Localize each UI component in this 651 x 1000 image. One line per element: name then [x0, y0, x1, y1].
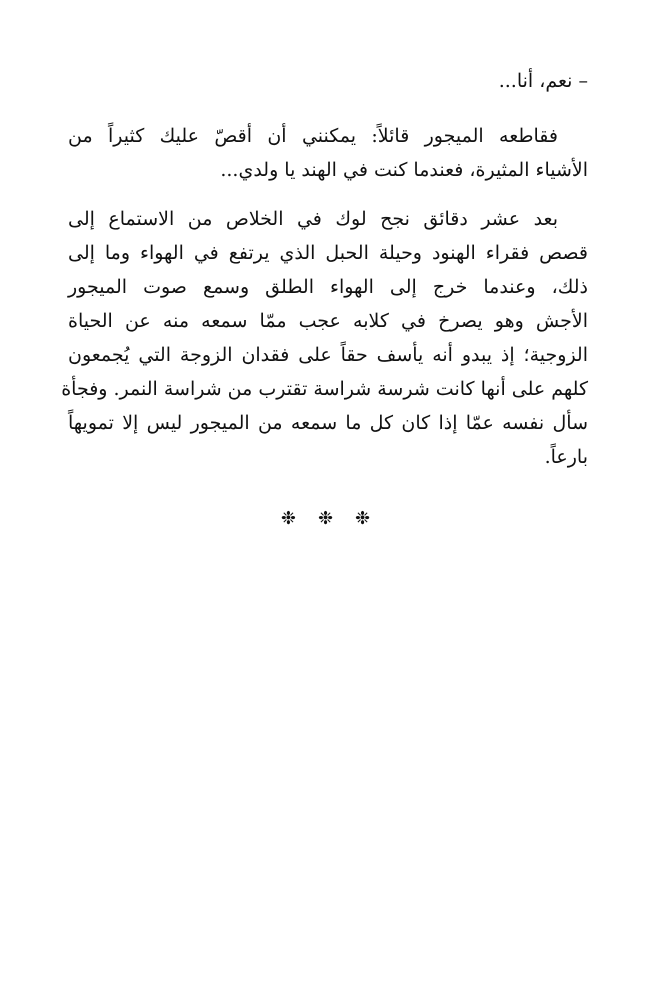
paragraph-2-line-3: ذلك، وعندما خرج إلى الهواء الطلق وسمع صوت الميجور: [68, 276, 588, 298]
section-separator: ❉❉❉: [280, 508, 393, 529]
paragraph-1-line-2: الأشياء المثيرة، فعندما كنت في الهند يا ولدي...: [220, 159, 588, 181]
paragraph-1-line-1: فقاطعه الميجور قائلاً: يمكنني أن أقصّ عليك كثيراً من: [68, 125, 558, 147]
paragraph-2: [61, 202, 588, 474]
paragraph-2-line-2: قصص فقراء الهنود وحيلة الحبل الذي يرتفع في الهواء وما إلى: [68, 242, 588, 264]
paragraph-1: [68, 119, 588, 187]
paragraph-2-line-7: سأل نفسه عمّا إذا كان كل ما سمعه من الميجور ليس إلا تمويهاً: [68, 412, 588, 434]
paragraph-2-line-6: كلهم على أنها كانت شرسة شراسة تقترب من شراسة النمر. وفجأة: [61, 378, 588, 400]
dialogue-text: – نعم، أنا...: [498, 70, 588, 92]
paragraph-2-line-4: الأجش وهو يصرخ في كلابه عجب ممّا سمعه منه عن الحياة: [68, 310, 588, 332]
dialogue-line: [68, 64, 588, 98]
paragraph-2-line-8: بارعاً.: [544, 446, 588, 468]
paragraph-2-line-5: الزوجية؛ إذ يبدو أنه يأسف حقاً على فقدان الزوجة التي يُجمعون: [68, 344, 588, 366]
paragraph-2-line-1: بعد عشر دقائق نجح لوك في الخلاص من الاستماع إلى: [68, 208, 558, 230]
